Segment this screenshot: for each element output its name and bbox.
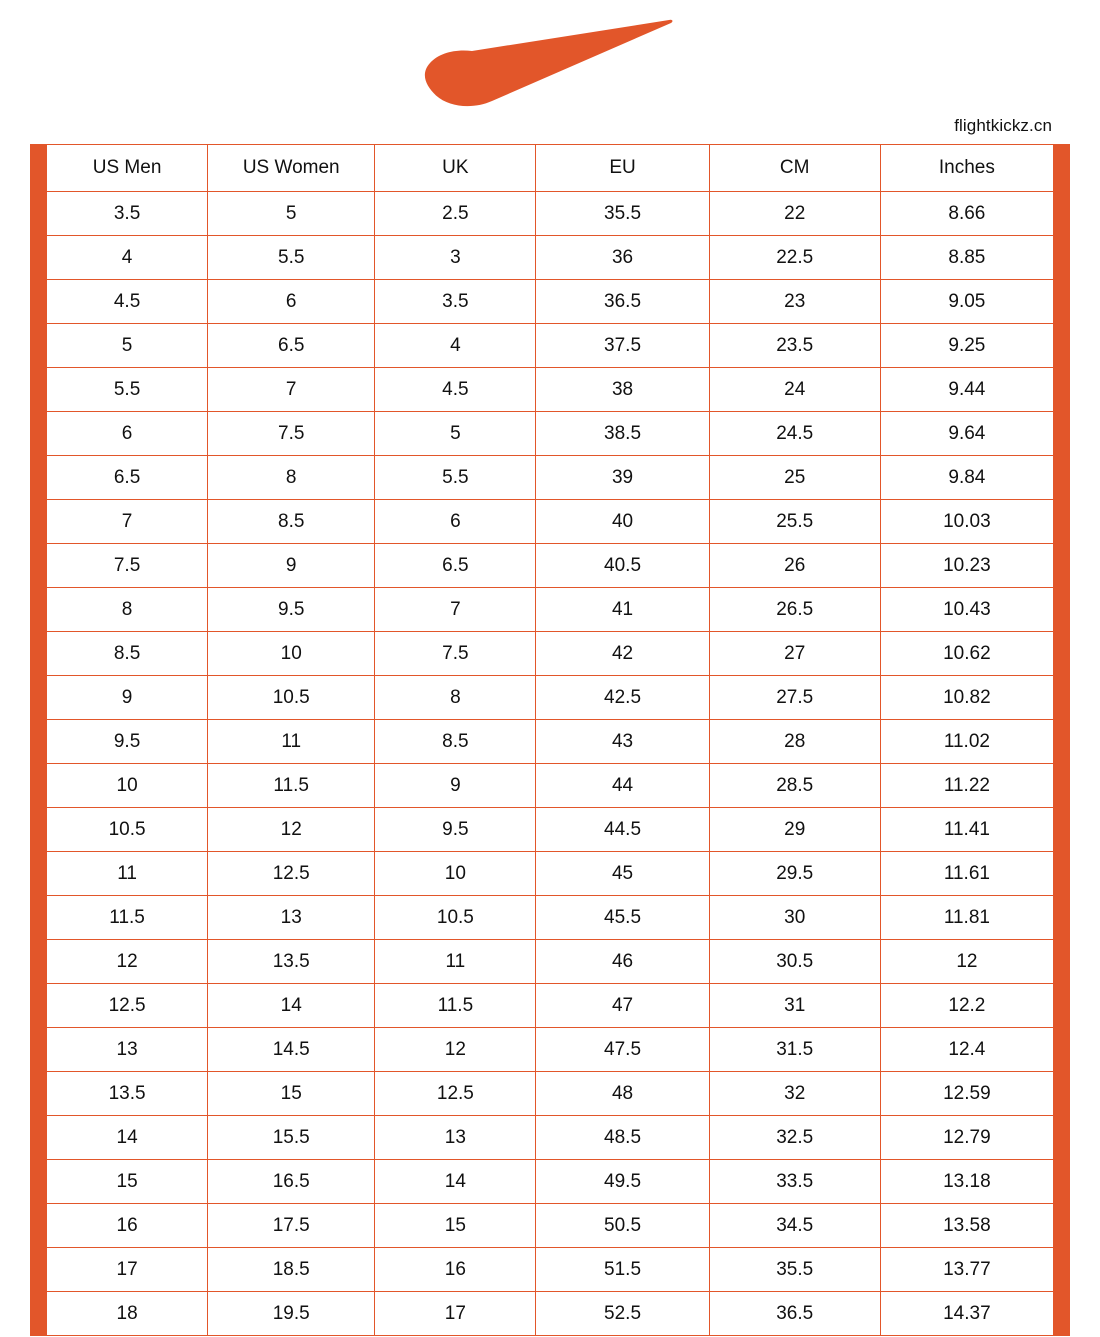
cell-cm: 23 [709,280,880,324]
cell-cm: 35.5 [709,1248,880,1292]
cell-cm: 27 [709,632,880,676]
cell-inches: 12.2 [880,984,1053,1028]
cell-uk: 9 [375,764,536,808]
cell-eu: 41 [536,588,709,632]
cell-inches: 10.23 [880,544,1053,588]
cell-eu: 42.5 [536,676,709,720]
table-row [47,720,1054,764]
cell-us-men: 16 [47,1204,208,1248]
cell-us-men: 18 [47,1292,208,1336]
cell-uk: 15 [375,1204,536,1248]
cell-inches: 12.79 [880,1116,1053,1160]
cell-us-men: 7.5 [47,544,208,588]
cell-inches: 12 [880,940,1053,984]
table-row [47,808,1054,852]
cell-inches: 9.84 [880,456,1053,500]
table-row [47,192,1054,236]
cell-inches: 9.44 [880,368,1053,412]
cell-eu: 44.5 [536,808,709,852]
cell-us-women: 15.5 [208,1116,375,1160]
cell-cm: 26 [709,544,880,588]
cell-us-men: 11 [47,852,208,896]
cell-eu: 43 [536,720,709,764]
cell-uk: 9.5 [375,808,536,852]
cell-us-women: 7.5 [208,412,375,456]
cell-us-men: 14 [47,1116,208,1160]
cell-us-men: 7 [47,500,208,544]
nike-swoosh-icon [420,18,680,110]
site-watermark: flightkickz.cn [954,116,1052,135]
cell-inches: 11.81 [880,896,1053,940]
cell-inches: 13.58 [880,1204,1053,1248]
cell-uk: 4 [375,324,536,368]
cell-us-men: 5 [47,324,208,368]
cell-cm: 32 [709,1072,880,1116]
table-row [47,412,1054,456]
cell-cm: 25 [709,456,880,500]
cell-us-men: 11.5 [47,896,208,940]
cell-us-women: 8.5 [208,500,375,544]
cell-cm: 29.5 [709,852,880,896]
cell-us-men: 3.5 [47,192,208,236]
cell-eu: 42 [536,632,709,676]
column-header-eu: EU [536,145,709,192]
cell-inches: 9.64 [880,412,1053,456]
cell-us-women: 15 [208,1072,375,1116]
cell-inches: 9.25 [880,324,1053,368]
cell-cm: 26.5 [709,588,880,632]
cell-cm: 30.5 [709,940,880,984]
cell-inches: 11.02 [880,720,1053,764]
table-row [47,676,1054,720]
cell-us-women: 6 [208,280,375,324]
cell-inches: 11.22 [880,764,1053,808]
table-row [47,632,1054,676]
cell-cm: 29 [709,808,880,852]
cell-uk: 5 [375,412,536,456]
cell-us-men: 6 [47,412,208,456]
cell-us-men: 9.5 [47,720,208,764]
table-row [47,236,1054,280]
cell-eu: 40.5 [536,544,709,588]
column-header-us-women: US Women [208,145,375,192]
cell-uk: 3 [375,236,536,280]
cell-us-women: 11.5 [208,764,375,808]
cell-us-women: 13 [208,896,375,940]
cell-us-men: 9 [47,676,208,720]
cell-us-men: 8 [47,588,208,632]
cell-cm: 34.5 [709,1204,880,1248]
cell-cm: 32.5 [709,1116,880,1160]
table-row [47,544,1054,588]
table-row [47,1116,1054,1160]
table-row [47,1204,1054,1248]
cell-uk: 12.5 [375,1072,536,1116]
table-row [47,852,1054,896]
cell-us-men: 10.5 [47,808,208,852]
cell-eu: 45 [536,852,709,896]
table-row [47,984,1054,1028]
cell-us-women: 12.5 [208,852,375,896]
cell-eu: 45.5 [536,896,709,940]
table-row [47,324,1054,368]
table-row [47,456,1054,500]
cell-us-women: 10.5 [208,676,375,720]
cell-cm: 27.5 [709,676,880,720]
cell-eu: 38 [536,368,709,412]
cell-eu: 46 [536,940,709,984]
table-row [47,896,1054,940]
cell-uk: 3.5 [375,280,536,324]
cell-cm: 28 [709,720,880,764]
cell-eu: 52.5 [536,1292,709,1336]
cell-us-women: 7 [208,368,375,412]
cell-inches: 8.85 [880,236,1053,280]
cell-cm: 25.5 [709,500,880,544]
size-chart-container [30,144,1070,1336]
table-row [47,940,1054,984]
table-row [47,1072,1054,1116]
cell-uk: 11.5 [375,984,536,1028]
column-header-inches: Inches [880,145,1053,192]
cell-uk: 8.5 [375,720,536,764]
cell-uk: 16 [375,1248,536,1292]
cell-cm: 22 [709,192,880,236]
cell-eu: 48 [536,1072,709,1116]
cell-uk: 7.5 [375,632,536,676]
cell-eu: 37.5 [536,324,709,368]
cell-us-men: 5.5 [47,368,208,412]
cell-inches: 8.66 [880,192,1053,236]
cell-eu: 36.5 [536,280,709,324]
cell-us-men: 6.5 [47,456,208,500]
cell-inches: 10.43 [880,588,1053,632]
cell-cm: 24.5 [709,412,880,456]
cell-eu: 35.5 [536,192,709,236]
cell-us-men: 13 [47,1028,208,1072]
cell-uk: 6 [375,500,536,544]
column-header-uk: UK [375,145,536,192]
cell-inches: 9.05 [880,280,1053,324]
table-header-row [47,145,1054,192]
cell-cm: 23.5 [709,324,880,368]
cell-us-women: 18.5 [208,1248,375,1292]
cell-cm: 31.5 [709,1028,880,1072]
cell-us-men: 8.5 [47,632,208,676]
cell-us-women: 10 [208,632,375,676]
cell-inches: 10.82 [880,676,1053,720]
cell-uk: 13 [375,1116,536,1160]
cell-us-women: 16.5 [208,1160,375,1204]
cell-us-women: 11 [208,720,375,764]
cell-inches: 10.03 [880,500,1053,544]
cell-cm: 28.5 [709,764,880,808]
table-row [47,1292,1054,1336]
cell-cm: 33.5 [709,1160,880,1204]
cell-us-women: 14 [208,984,375,1028]
logo-header [0,0,1100,122]
table-body [47,192,1054,1336]
cell-inches: 13.18 [880,1160,1053,1204]
cell-cm: 36.5 [709,1292,880,1336]
cell-inches: 11.41 [880,808,1053,852]
cell-eu: 47.5 [536,1028,709,1072]
cell-uk: 11 [375,940,536,984]
cell-cm: 31 [709,984,880,1028]
cell-us-women: 12 [208,808,375,852]
cell-us-women: 5 [208,192,375,236]
cell-uk: 2.5 [375,192,536,236]
shoe-size-table [46,144,1054,1336]
cell-uk: 17 [375,1292,536,1336]
cell-cm: 24 [709,368,880,412]
cell-us-women: 14.5 [208,1028,375,1072]
cell-uk: 4.5 [375,368,536,412]
cell-us-women: 13.5 [208,940,375,984]
cell-uk: 12 [375,1028,536,1072]
cell-inches: 13.77 [880,1248,1053,1292]
cell-cm: 22.5 [709,236,880,280]
cell-uk: 6.5 [375,544,536,588]
cell-uk: 14 [375,1160,536,1204]
cell-eu: 38.5 [536,412,709,456]
cell-eu: 48.5 [536,1116,709,1160]
cell-us-women: 5.5 [208,236,375,280]
cell-eu: 39 [536,456,709,500]
cell-us-women: 8 [208,456,375,500]
cell-us-men: 13.5 [47,1072,208,1116]
table-row [47,280,1054,324]
cell-eu: 49.5 [536,1160,709,1204]
table-row [47,588,1054,632]
cell-eu: 47 [536,984,709,1028]
table-row [47,1028,1054,1072]
cell-inches: 10.62 [880,632,1053,676]
cell-us-women: 19.5 [208,1292,375,1336]
cell-us-men: 4 [47,236,208,280]
cell-inches: 12.59 [880,1072,1053,1116]
cell-cm: 30 [709,896,880,940]
cell-us-women: 17.5 [208,1204,375,1248]
table-row [47,764,1054,808]
cell-uk: 10 [375,852,536,896]
cell-us-women: 9.5 [208,588,375,632]
cell-eu: 51.5 [536,1248,709,1292]
cell-uk: 5.5 [375,456,536,500]
cell-inches: 12.4 [880,1028,1053,1072]
column-header-cm: CM [709,145,880,192]
table-row [47,1160,1054,1204]
cell-uk: 8 [375,676,536,720]
cell-us-men: 15 [47,1160,208,1204]
column-header-us-men: US Men [47,145,208,192]
cell-us-men: 12 [47,940,208,984]
cell-inches: 14.37 [880,1292,1053,1336]
table-row [47,1248,1054,1292]
cell-us-men: 17 [47,1248,208,1292]
cell-uk: 7 [375,588,536,632]
cell-us-women: 9 [208,544,375,588]
cell-us-men: 10 [47,764,208,808]
cell-eu: 50.5 [536,1204,709,1248]
cell-uk: 10.5 [375,896,536,940]
cell-inches: 11.61 [880,852,1053,896]
cell-us-men: 12.5 [47,984,208,1028]
table-row [47,500,1054,544]
cell-eu: 44 [536,764,709,808]
cell-us-women: 6.5 [208,324,375,368]
table-row [47,368,1054,412]
cell-eu: 40 [536,500,709,544]
cell-eu: 36 [536,236,709,280]
cell-us-men: 4.5 [47,280,208,324]
